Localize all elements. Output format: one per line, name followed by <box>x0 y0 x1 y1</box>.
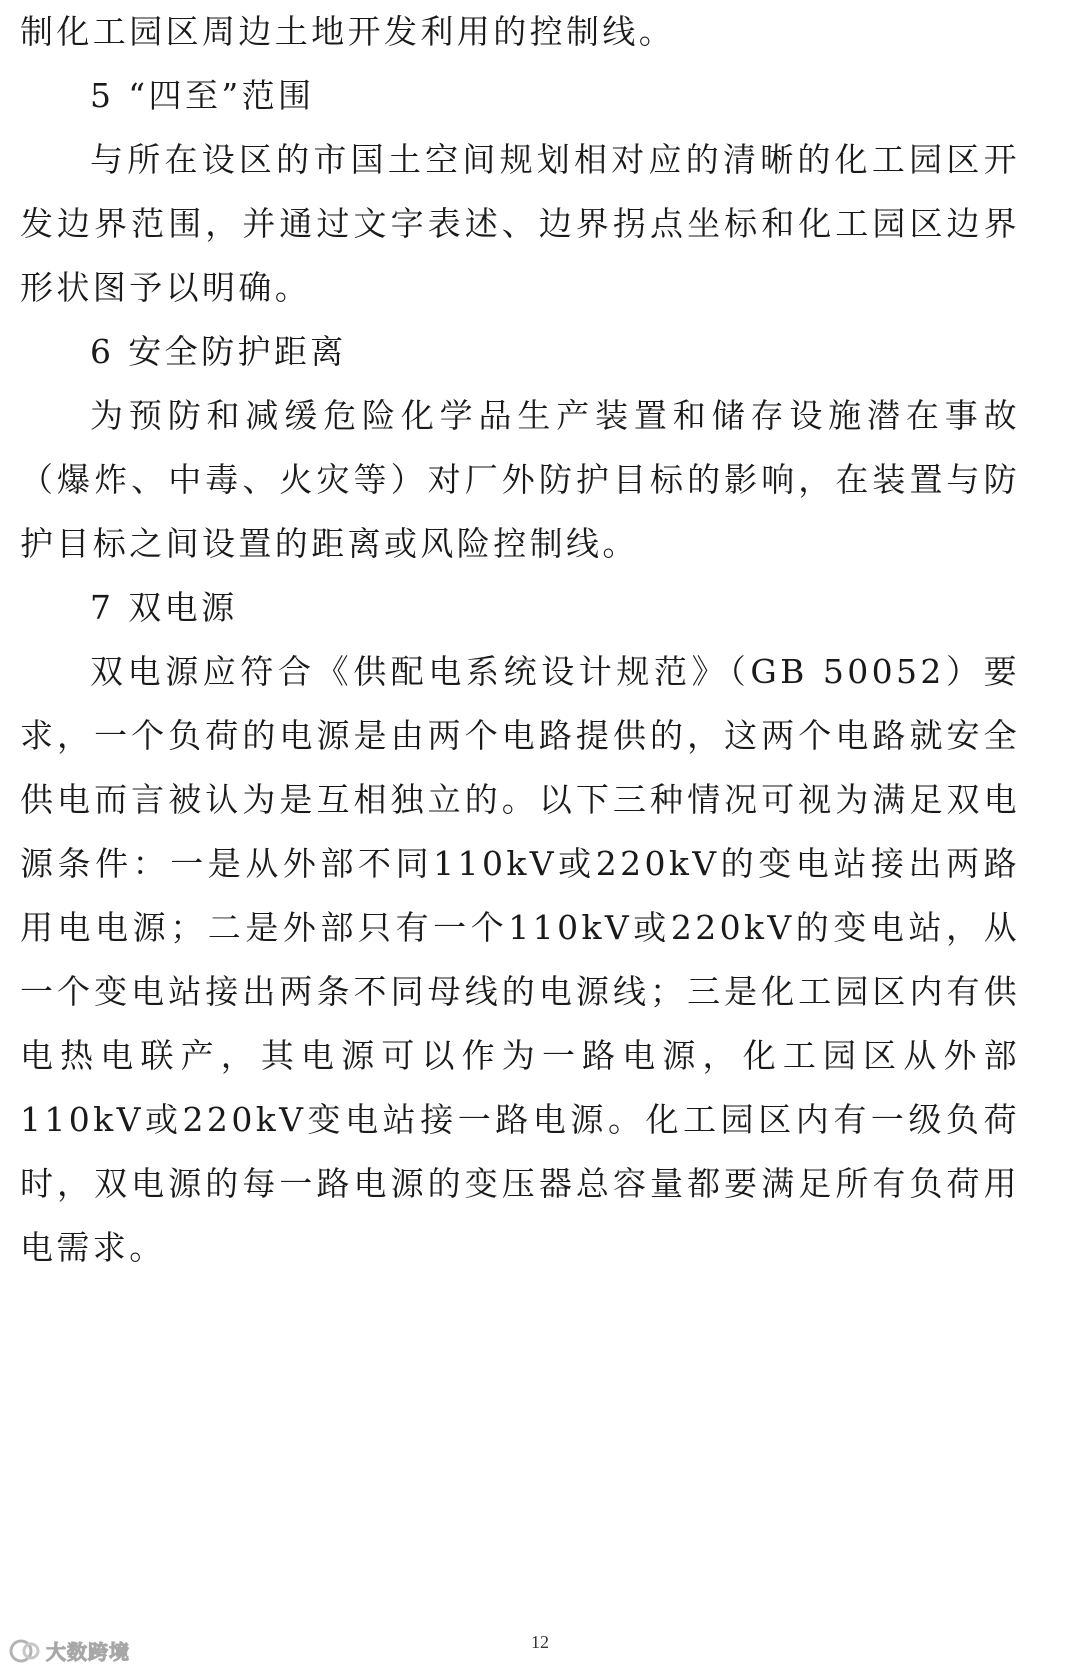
section-heading-6: 6 安全防护距离 <box>90 332 347 371</box>
paragraph-section-7: 双电源应符合《供配电系统设计规范》（GB 50052）要求，一个负荷的电源是由两个电路提供的，这两个电路就安全供电而言被认为是互相独立的。以下三种情况可视为满足双电源条件：一是从外部不同110kV或220kV的变电站接出两路用电电源；二是外部只有一个110kV或220kV的变电站，从一个变电站接出两条不同母线的电源线；三是化工园区内有供电热电联产，其电源可以作为一路电源，化工园区从外部110kV或220kV变电站接一路电源。化工园区内有一级负荷时，双电源的每一路电源的变压器总容量都要满足所有负荷用电需求。 <box>20 652 1020 1267</box>
paragraph-section-6: 为预防和减缓危险化学品生产装置和储存设施潜在事故（爆炸、中毒、火灾等）对厂外防护目标的影响，在装置与防护目标之间设置的距离或风险控制线。 <box>20 396 1020 563</box>
section-heading-7: 7 双电源 <box>90 588 238 627</box>
page-number: 12 <box>531 1632 549 1652</box>
paragraph-section-5: 与所在设区的市国土空间规划相对应的清晰的化工园区开发边界范围，并通过文字表述、边界拐点坐标和化工园区边界形状图予以明确。 <box>20 140 1020 307</box>
section-heading-5: 5 “四至”范围 <box>90 76 315 115</box>
document-body <box>20 0 1020 1280</box>
paragraph-continuation: 制化工园区周边土地开发利用的控制线。 <box>20 12 676 51</box>
watermark-text: 大数跨境 <box>46 1640 130 1664</box>
